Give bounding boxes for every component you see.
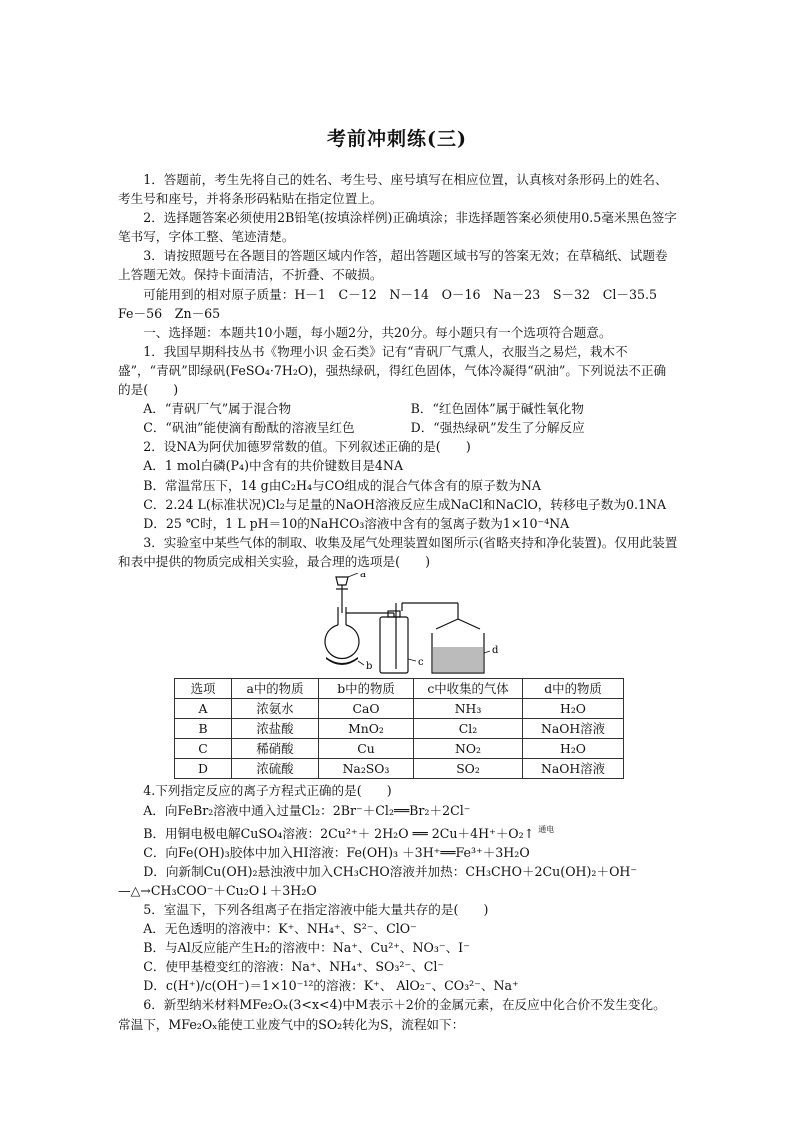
q6-stem: 6．新型纳米材料MFe₂Oₓ(3<x<4)中M表示＋2价的金属元素，在反应中化合价不发生变化。常温下，MFe₂Oₓ能使工业废气中的SO₂转化为S，流程如下： — [118, 997, 666, 1032]
table-header-cell: d中的物质 — [523, 678, 624, 698]
q1-option-d: D．“强热绿矾”发生了分解反应 — [410, 420, 585, 436]
table-cell: 浓盐酸 — [232, 719, 319, 739]
q3-stem: 3．实验室中某些气体的制取、收集及尾气处理装置如图所示(省略夹持和净化装置)。仅用此装置和表中提供的物质完成相关实验，最合理的选项是( ) — [118, 534, 678, 569]
table-row — [175, 719, 624, 739]
label-c: c — [418, 656, 424, 668]
table-cell: Na₂SO₃ — [319, 759, 414, 779]
table-cell: H₂O — [523, 739, 624, 759]
page-title: 考前冲刺练(三) — [327, 128, 467, 150]
label-a: a — [360, 572, 366, 580]
table-cell: SO₂ — [414, 759, 523, 779]
table-cell: MnO₂ — [319, 719, 414, 739]
table-cell: NH₃ — [414, 699, 523, 719]
inverted-funnel — [436, 619, 480, 629]
table-cell: D — [175, 759, 232, 779]
table-row — [175, 759, 624, 779]
table-row — [175, 739, 624, 759]
q2-option-a: A．1 mol白磷(P₄)中含有的共价键数目是4NA — [143, 458, 404, 474]
table-cell: C — [175, 739, 232, 759]
funnel-a — [336, 577, 348, 585]
label-b: b — [366, 660, 373, 672]
table-row — [175, 699, 624, 719]
q1-stem: 1．我国早期科技丛书《物理小识 金石类》记有“青矾厂气熏人，衣服当之易烂，栽木不盛”，“青矾”即绿矾(FeSO₄·7H₂O)，强热绿矾，得红色固体，气体冷凝得“矾油”。下列说法不正确的是( ) — [118, 343, 667, 398]
q4-option-c: C．向Fe(OH)₃胶体中加入HI溶液：Fe(OH)₃ ＋3H⁺══Fe³⁺＋3H₂O — [143, 844, 530, 860]
q5-option-b: B．与Al反应能产生H₂的溶液中：Na⁺、Cu²⁺、NO₃⁻、I⁻ — [143, 940, 470, 956]
q2-option-c: C．2.24 L(标准状况)Cl₂与足量的NaOH溶液反应生成NaCl和NaClO，转移电子数为0.1NA — [143, 496, 667, 512]
q1-options-row2 — [143, 418, 678, 437]
q4-option-d-line2: —△→CH₃COO⁻＋Cu₂O↓＋3H₂O — [118, 882, 317, 898]
table-cell: Cu — [319, 739, 414, 759]
table-header-cell: 选项 — [175, 678, 232, 698]
apparatus-diagram — [318, 573, 618, 676]
table-cell: Cl₂ — [414, 719, 523, 739]
apparatus-figure — [118, 573, 678, 676]
instruction-1: 1．答题前，考生先将自己的姓名、考生号、座号填写在相应位置，认真核对条形码上的姓名、考生号和座号，并将条形码粘贴在指定位置上。 — [118, 172, 668, 207]
q1-options-row1 — [143, 399, 678, 418]
table-cell: 浓硫酸 — [232, 759, 319, 779]
q1-option-b: B．“红色固体”属于碱性氧化物 — [410, 401, 584, 417]
q5-option-c: C．使甲基橙变红的溶液：Na⁺、NH₄⁺、SO₃²⁻、Cl⁻ — [143, 959, 445, 975]
q4-option-d-line1: D．向新制Cu(OH)₂悬浊液中加入CH₃CHO溶液并加热：CH₃CHO＋2Cu(OH)₂＋OH⁻ — [143, 863, 638, 879]
table-header-cell: c中收集的气体 — [414, 678, 523, 698]
exam-body — [118, 170, 678, 1034]
table-header-cell: a中的物质 — [232, 678, 319, 698]
table-cell: H₂O — [523, 699, 624, 719]
q4-option-b — [143, 820, 678, 843]
q5-stem: 5．室温下，下列各组离子在指定溶液中能大量共存的是( ) — [143, 902, 489, 917]
table-cell: NaOH溶液 — [523, 759, 624, 779]
q4-stem: 4.下列指定反应的离子方程式正确的是( ) — [143, 783, 392, 799]
bottle-c — [380, 617, 408, 673]
atomic-masses: 可能用到的相对原子质量：H－1 C－12 N－14 O－16 Na－23 S－32 Cl－35.5 Fe－56 Zn－65 — [118, 286, 670, 321]
table-header-cell: b中的物质 — [319, 678, 414, 698]
flask-b — [325, 625, 359, 659]
instruction-2: 2．选择题答案必须使用2B铅笔(按填涂样例)正确填涂；非选择题答案必须使用0.5毫米黑色签字笔书写，字体工整、笔迹清楚。 — [118, 210, 677, 245]
q2-stem: 2．设NA为阿伏加德罗常数的值。下列叙述正确的是( ) — [143, 439, 471, 455]
q5-option-d: D．c(H⁺)/c(OH⁻)＝1×10⁻¹²的溶液：K⁺、 AlO₂⁻、CO₃²⁻、Na⁺ — [143, 978, 519, 994]
q2-option-d: D．25 ℃时，1 L pH＝10的NaHCO₃溶液中含有的氢离子数为1×10⁻⁴NA — [143, 515, 570, 531]
table-cell: A — [175, 699, 232, 719]
q4-option-a: A．向FeBr₂溶液中通入过量Cl₂：2Br⁻＋Cl₂══Br₂＋2Cl⁻ — [143, 802, 471, 818]
q1-option-a: A．“青矾厂气”属于混合物 — [143, 401, 292, 417]
table-cell: 浓氨水 — [232, 699, 319, 719]
beaker-liquid — [433, 647, 483, 672]
section-heading: 一、选择题：本题共10小题，每小题2分，共20分。每小题只有一个选项符合题意。 — [143, 324, 612, 340]
q3-table — [174, 678, 624, 779]
q2-option-b: B．常温常压下，14 g由C₂H₄与CO组成的混合气体含有的原子数为NA — [143, 477, 541, 493]
q4-option-b-text: B．用铜电极电解CuSO₄溶液：2Cu²⁺＋ 2H₂O ══ 2Cu＋4H⁺＋O₂↑ — [143, 825, 535, 841]
table-cell: B — [175, 719, 232, 739]
table-header-row — [175, 678, 624, 698]
table-cell: CaO — [319, 699, 414, 719]
table-cell: NO₂ — [414, 739, 523, 759]
q5-option-a: A．无色透明的溶液中：K⁺、NH₄⁺、S²⁻、ClO⁻ — [143, 921, 417, 937]
label-d: d — [492, 644, 499, 656]
table-cell: 稀硝酸 — [232, 739, 319, 759]
table-cell: NaOH溶液 — [523, 719, 624, 739]
q1-option-c: C．“矾油”能使滴有酚酞的溶液呈红色 — [143, 420, 355, 436]
q4-option-b-condition: 通电 — [538, 824, 555, 834]
instruction-3: 3．请按照题号在各题目的答题区域内作答，超出答题区域书写的答案无效；在草稿纸、试题卷上答题无效。保持卡面清洁，不折叠、不破损。 — [118, 248, 668, 283]
